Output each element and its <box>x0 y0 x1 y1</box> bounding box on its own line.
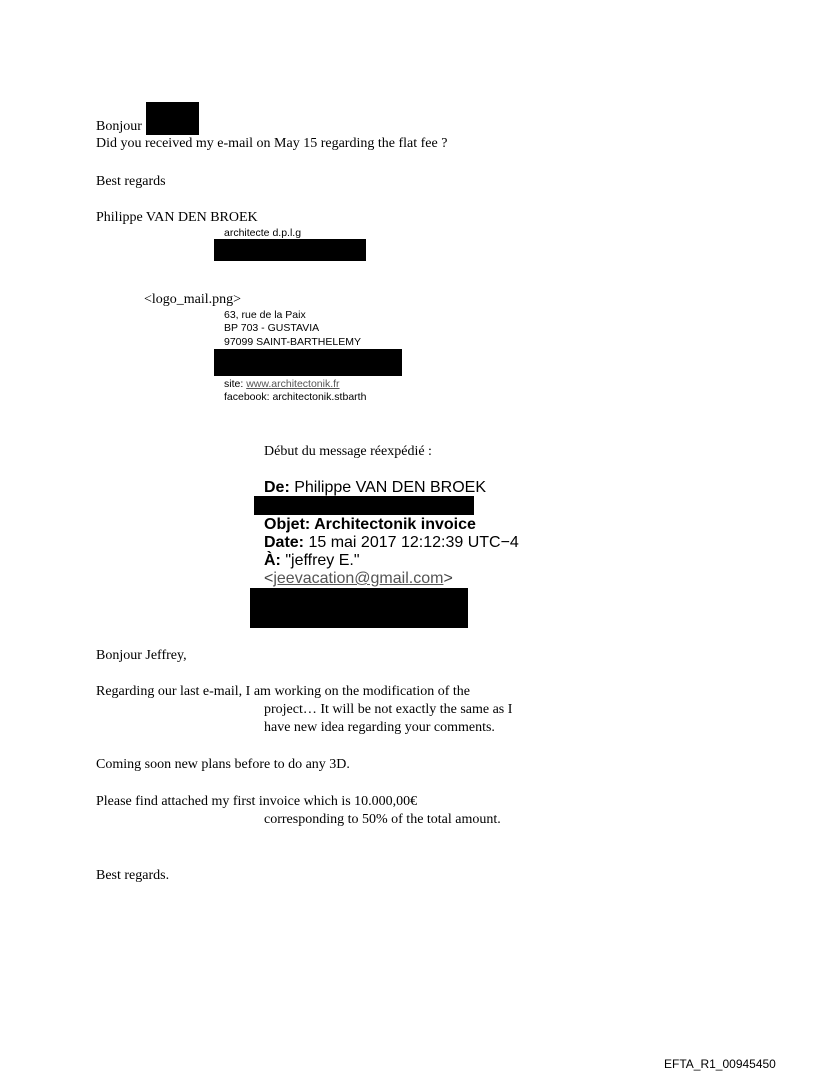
to-email-link[interactable]: jeevacation@gmail.com <box>273 570 444 587</box>
site-line <box>224 378 340 390</box>
body-line: project… It will be not exactly the same as I <box>264 702 513 717</box>
from-line <box>264 479 486 497</box>
to-email-close: > <box>443 570 453 587</box>
to-value: "jeffrey E." <box>280 552 360 569</box>
redaction-box <box>214 349 402 376</box>
to-email-line <box>264 570 453 588</box>
to-label: À: <box>264 552 281 569</box>
redaction-box <box>214 239 366 261</box>
date-label: Date: <box>264 534 305 551</box>
to-line <box>264 552 360 570</box>
redaction-box <box>146 102 199 135</box>
site-link[interactable]: www.architectonik.fr <box>246 378 340 390</box>
body-line: Please find attached my first invoice which is 10.000,00€ <box>96 794 418 809</box>
date-value: 15 mai 2017 12:12:39 UTC−4 <box>304 534 519 551</box>
document-id: EFTA_R1_00945450 <box>664 1057 776 1071</box>
address-line: BP 703 - GUSTAVIA <box>224 322 320 334</box>
date-line <box>264 534 519 552</box>
signature-title: architecte d.p.l.g <box>224 227 302 239</box>
reply-closing: Best regards <box>96 174 166 189</box>
from-value: Philippe VAN DEN BROEK <box>289 479 486 496</box>
facebook-line: facebook: architectonik.stbarth <box>224 391 367 403</box>
greeting: Bonjour <box>96 119 142 134</box>
body-line: Regarding our last e-mail, I am working on the modification of the <box>96 684 471 699</box>
from-label: De: <box>264 479 290 496</box>
redaction-box <box>250 588 468 628</box>
site-label: site: <box>224 378 247 390</box>
subject-line <box>264 516 476 534</box>
reply-line: Did you received my e-mail on May 15 regarding the flat fee ? <box>96 136 448 151</box>
original-closing: Best regards. <box>96 868 170 883</box>
signature-name: Philippe VAN DEN BROEK <box>96 210 258 225</box>
address-line: 97099 SAINT-BARTHELEMY <box>224 336 361 348</box>
body-line: Coming soon new plans before to do any 3D. <box>96 757 350 772</box>
forward-intro: Début du message réexpédié : <box>264 444 432 459</box>
subject-label: Objet: Architectonik invoice <box>264 516 476 533</box>
logo-placeholder: <logo_mail.png> <box>144 292 242 307</box>
body-line: corresponding to 50% of the total amount. <box>264 812 501 827</box>
redaction-box <box>254 496 474 515</box>
to-email-open: < <box>264 570 274 587</box>
address-line: 63, rue de la Paix <box>224 309 306 321</box>
original-greeting: Bonjour Jeffrey, <box>96 648 187 663</box>
body-line: have new idea regarding your comments. <box>264 720 495 735</box>
